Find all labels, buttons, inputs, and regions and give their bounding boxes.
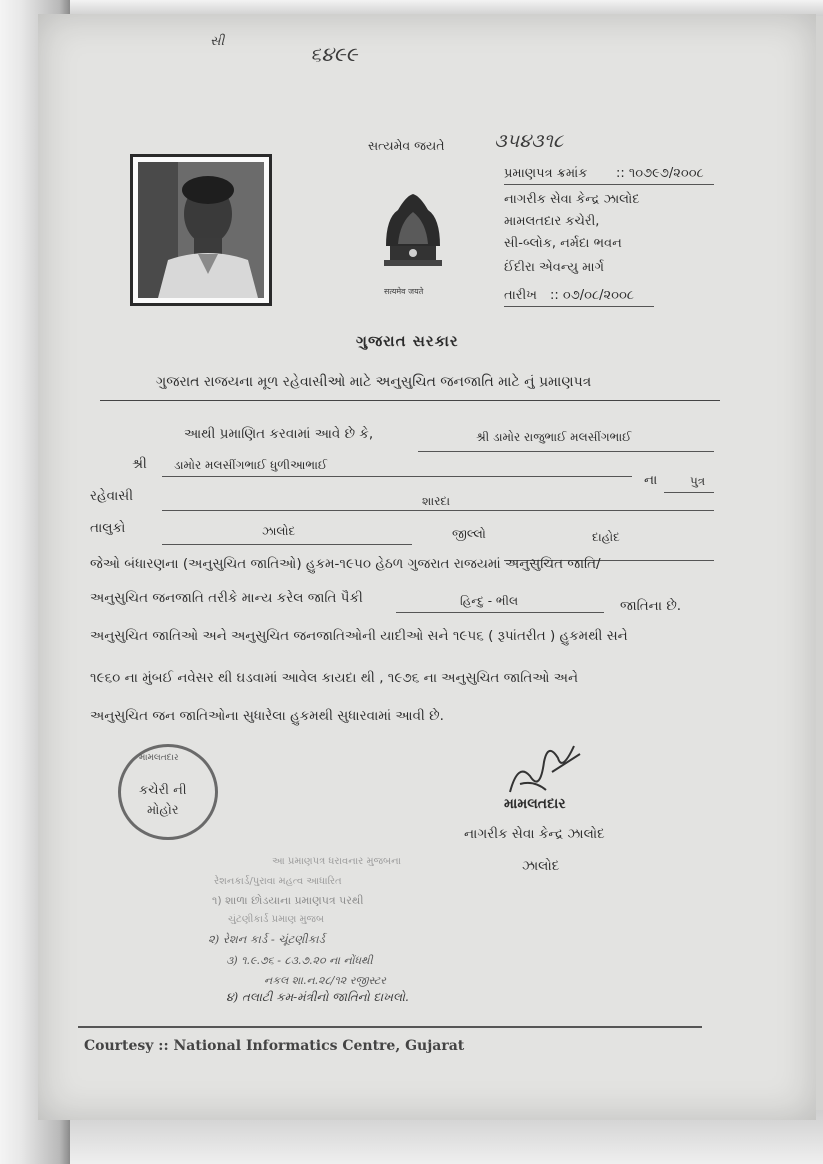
- portrait-image: [138, 162, 264, 298]
- footer-rule: [78, 1026, 702, 1028]
- certificate-title: ગુજરાત રાજયના મૂળ રહેવાસીઓ માટે અનુસુચિત જનજાતિ માટે નું પ્રમાણપત્ર: [156, 374, 592, 390]
- note-line-1: આ પ્રમાણપત્ર ધરાવનાર મુજબના: [272, 856, 401, 867]
- na-label: ના: [644, 472, 658, 488]
- government-title: ગુજરાત સરકાર: [356, 332, 459, 350]
- paragraph-line-2b: જાતિના છે.: [620, 598, 682, 614]
- paragraph-line-5: અનુસુચિત જન જાતિઓના સુધારેલા હુકમથી સુધારવામાં આવી છે.: [90, 708, 444, 724]
- office-line-1: નાગરીક સેવા કેન્દ્ર ઝાલોદ: [504, 192, 640, 207]
- seal-top-text: મામલતદાર: [139, 753, 179, 763]
- signatory-place: ઝાલોદ: [522, 858, 560, 874]
- district-label: જીલ્લો: [452, 526, 486, 541]
- certificate-page: [38, 14, 816, 1120]
- date-underline: [504, 306, 654, 307]
- seal-center-line-1: કચેરી ની: [139, 783, 187, 798]
- signatory-title: મામલતદાર: [504, 796, 566, 812]
- paragraph-line-4: ૧૯૬૦ ના મુંબઈ નવેસર થી ઘડવામાં આવેલ કાયદા થી , ૧૯૭૬ ના અનુસુચિત જાતિઓ અને: [90, 670, 579, 686]
- emblem-caption: सत्यमेव जयते: [384, 287, 424, 296]
- paragraph-line-3: અનુસુચિત જાતિઓ અને અનુસુચિત જનજાતિઓની યાદીઓ સને ૧૯૫૬ ( રૂપાંતરીત ) હુકમથી સને: [90, 628, 628, 644]
- certificate-number-label: પ્રમાણપત્ર ક્રમાંક: [504, 166, 588, 181]
- date-value: :: ૦૭/૦૮/૨૦૦૮: [550, 288, 634, 303]
- note-line-7: નકલ શા.ન.૨૮/૧૨ રજીસ્ટર: [264, 974, 386, 987]
- note-line-4: ચુંટણીકાર્ડ પ્રમાણ મુજબ: [228, 914, 325, 925]
- handwritten-top-number: ૬૪૯૯: [310, 42, 358, 66]
- office-seal: [118, 744, 218, 840]
- taluka-label: તાલુકો: [90, 520, 126, 536]
- office-line-4: ઈંદીરા એવન્યુ માર્ગ: [504, 260, 605, 275]
- note-line-3: ૧) શાળા છોડયાના પ્રમાણપત્ર પરથી: [212, 894, 364, 907]
- signatory-office: નાગરીક સેવા કેન્દ્ર ઝાલોદ: [464, 826, 605, 842]
- seal-center-line-2: મોહોર: [147, 803, 179, 818]
- intro-text: આથી પ્રમાણિત કરવામાં આવે છે કે,: [184, 426, 374, 442]
- handwritten-ref-number: ૩૫૪૩૧૮: [494, 130, 564, 152]
- certificate-number-value: :: ૧૦૭૯૭/૨૦૦૮: [616, 166, 704, 181]
- note-line-5: ૨) રેશન કાર્ડ - ચૂંટણીકાર્ડ: [208, 932, 325, 946]
- caste: હિન્દુ - ભીલ: [460, 594, 519, 608]
- office-line-2: મામલતદાર કચેરી,: [504, 214, 600, 229]
- title-underline: [100, 400, 720, 401]
- note-line-2: રેશનકાર્ડ/પુરાવા મહત્વ આધારિત: [214, 876, 342, 887]
- national-emblem-icon: [376, 188, 450, 284]
- paragraph-line-1: જેઓ બંધારણના (અનુસુચિત જાતિઓ) હુકમ-૧૯૫૦ હેઠળ ગુજરાત રાજયમાં અનુસુચિત જાતિ/: [90, 556, 601, 572]
- father-name: ડામોર મલસીંગભાઈ ધુળીઆભાઈ: [174, 458, 328, 472]
- district: દાહોદ: [592, 530, 620, 544]
- cert-number-underline: [504, 184, 714, 185]
- taluka: ઝાલોદ: [262, 524, 296, 538]
- signature-scribble-icon: [500, 732, 590, 802]
- handwritten-mark: સી: [210, 34, 225, 49]
- paragraph-line-2a: અનુસુચિત જનજાતિ તરીકે માન્ય કરેલ જાતિ પૈકી: [90, 590, 363, 606]
- date-label: તારીખ: [504, 288, 537, 303]
- office-line-3: સી-બ્લોક, નર્મદા ભવન: [504, 236, 622, 251]
- shri-label: શ્રી: [132, 456, 147, 472]
- village: શારદા: [422, 494, 451, 508]
- relation: પુત્ર: [690, 474, 706, 488]
- note-line-6: ૩) ૧.૯.૭૬ - ૮૩.૭.૨૦ ના નોંધથી: [226, 954, 373, 967]
- note-line-8: ૪) તલાટી કમ-મંત્રીનો જાતિનો દાખલો.: [226, 990, 409, 1004]
- residence-label: રહેવાસી: [90, 488, 134, 504]
- applicant-photo: [130, 154, 272, 306]
- person-name: શ્રી ડામોર રાજુભાઈ મલસીંગભાઈ: [476, 430, 632, 444]
- motto: સત્યમેવ જયતે: [368, 138, 445, 153]
- courtesy-footer: Courtesy :: National Informatics Centre, Gujarat: [84, 1038, 465, 1054]
